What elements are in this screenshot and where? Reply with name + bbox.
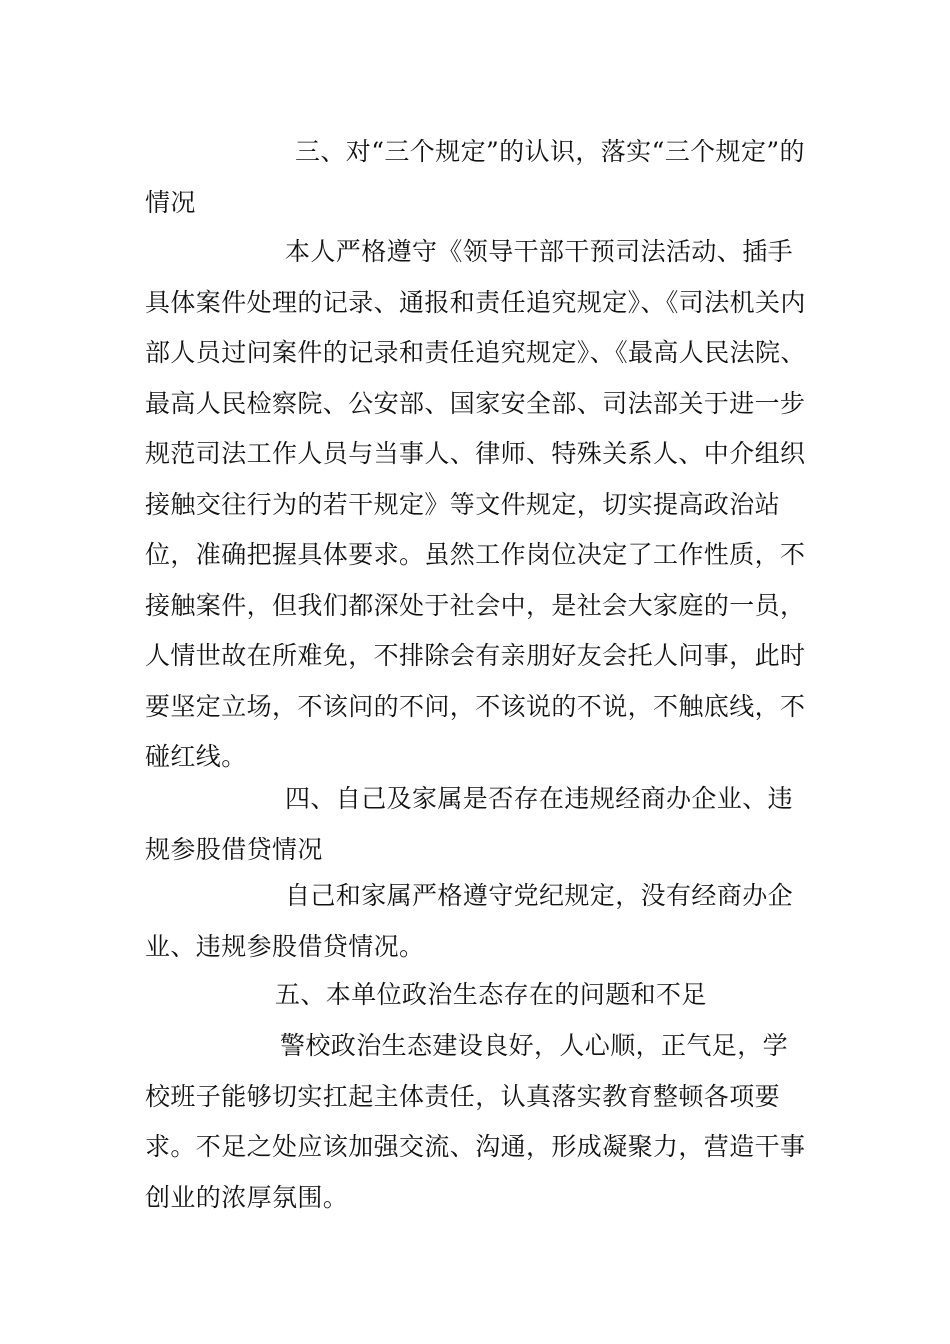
section-heading-5: 五、本单位政治生态存在的问题和不足 xyxy=(275,980,707,1009)
section-body-3: 本人严格遵守《领导干部干预司法活动、插手具体案件处理的记录、通报和责任追究规定》、《司法机关内部人员过问案件的记录和责任追究规定》、《最高人民法院、最高人民检察院、公安部、国家安全部、司法部关于进一步规范司法工作人员与当事人、律师、特殊关系人、中介组织接触交往行为的若干规定》等文件规定，切实提高政治站位，准确把握具体要求。虽然工作岗位决定了工作性质，不接触案件，但我们都深处于社会中，是社会大家庭的一员，人情世故在所难免，不排除会有亲朋好友会托人问事，此时要坚定立场，不该问的不问，不该说的不说，不触底线，不碰红线。 xyxy=(145,237,806,771)
section-heading-3: 三、对“三个规定”的认识，落实“三个规定”的情况 xyxy=(145,137,805,217)
section-body-4: 自己和家属严格遵守党纪规定，没有经商办企业、违规参股借贷情况。 xyxy=(145,881,794,961)
section-heading-4: 四、自己及家属是否存在违规经商办企业、违规参股借贷情况 xyxy=(145,784,794,864)
section-body-5: 警校政治生态建设良好，人心顺，正气足，学校班子能够切实扛起主体责任，认真落实教育整顿各项要求。不足之处应该加强交流、沟通，形成凝聚力，营造干事创业的浓厚氛围。 xyxy=(145,1031,806,1212)
